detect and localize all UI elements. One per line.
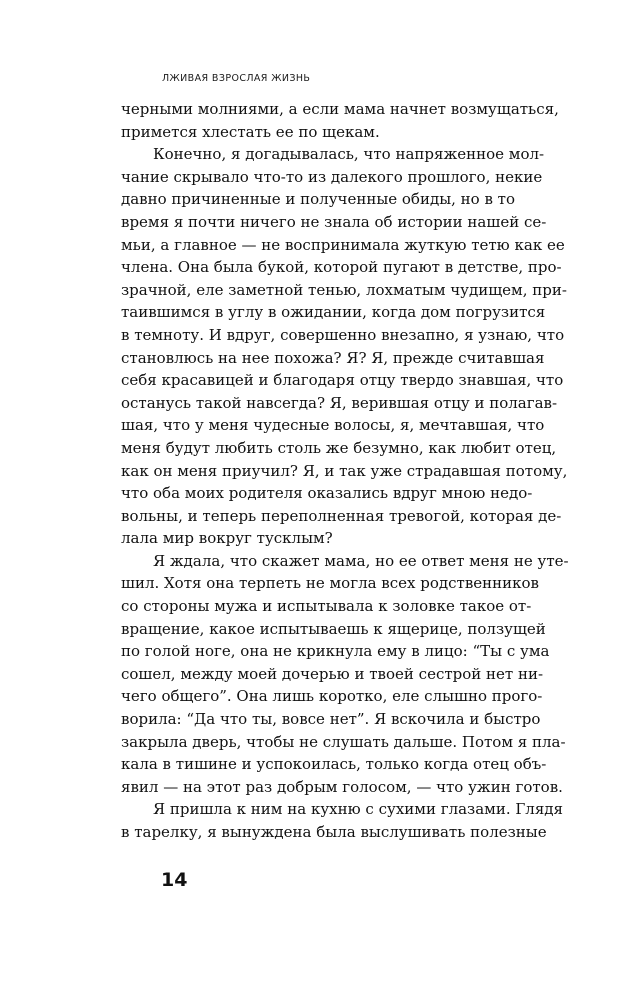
running-head: ЛЖИВАЯ ВЗРОСЛАЯ ЖИЗНЬ [162, 73, 311, 84]
text-line: мьи, а главное — не воспринимала жуткую тетю как ее [121, 235, 565, 254]
text-line: кала в тишине и успокоилась, только когда отец объ- [121, 755, 547, 774]
text-line: закрыла дверь, чтобы не слушать дальше. Потом я пла- [121, 732, 566, 751]
text-line: шил. Хотя она терпеть не могла всех родственников [121, 574, 539, 593]
text-line: члена. Она была букой, которой пугают в детстве, про- [121, 258, 562, 277]
text-line: ворила: “Да что ты, вовсе нет”. Я вскочила и быстро [121, 710, 541, 729]
text-line: по голой ноге, она не крикнула ему в лицо: “Ты с ума [121, 642, 550, 661]
text-line: зрачной, еле заметной тенью, лохматым чудищем, при- [121, 280, 567, 299]
text-line: чание скрывало что-то из далекого прошлого, некие [121, 167, 543, 186]
text-line: как он меня приучил? Я, и так уже страдавшая потому, [121, 461, 568, 480]
text-line: становлюсь на нее похожа? Я? Я, прежде считавшая [121, 348, 545, 367]
text-line: Конечно, я догадывалась, что напряженное мол- [153, 145, 545, 164]
text-line: явил — на этот раз добрым голосом, — что ужин готов. [121, 777, 563, 796]
text-line: время я почти ничего не знала об истории нашей се- [121, 212, 547, 231]
text-line: шая, что у меня чудесные волосы, я, мечтавшая, что [121, 416, 545, 435]
text-line: со стороны мужа и испытывала к золовке такое от- [121, 597, 532, 616]
text-line: в тарелку, я вынуждена была выслушивать полезные [121, 823, 547, 841]
body-text [121, 98, 569, 844]
text-line: вращение, какое испытываешь к ящерице, ползущей [121, 619, 546, 638]
text-line: себя красавицей и благодаря отцу твердо знавшая, что [121, 371, 564, 390]
text-line: Я ждала, что скажет мама, но ее ответ меня не уте- [153, 551, 569, 570]
page-number: 14 [161, 869, 188, 891]
text-line: останусь такой навсегда? Я, верившая отцу и полагав- [121, 393, 558, 412]
text-line: меня будут любить столь же безумно, как любит отец, [121, 438, 557, 457]
text-line: что оба моих родителя оказались вдруг мною недо- [121, 484, 533, 503]
text-line: сошел, между моей дочерью и твоей сестрой нет ни- [121, 664, 544, 683]
text-line: чего общего”. Она лишь коротко, еле слышно прого- [121, 687, 543, 706]
text-line: примется хлестать ее по щекам. [121, 122, 380, 141]
text-line: Я пришла к ним на кухню с сухими глазами. Глядя [153, 800, 563, 819]
text-line: в темноту. И вдруг, совершенно внезапно, я узнаю, что [121, 325, 565, 344]
text-line: черными молниями, а если мама начнет возмущаться, [121, 100, 559, 118]
text-line: таившимся в углу в ожидании, когда дом погрузится [121, 303, 546, 322]
text-line: вольны, и теперь переполненная тревогой, которая де- [121, 506, 562, 525]
text-line: лала мир вокруг тусклым? [121, 529, 333, 548]
text-line: давно причиненные и полученные обиды, но в то [121, 190, 516, 209]
